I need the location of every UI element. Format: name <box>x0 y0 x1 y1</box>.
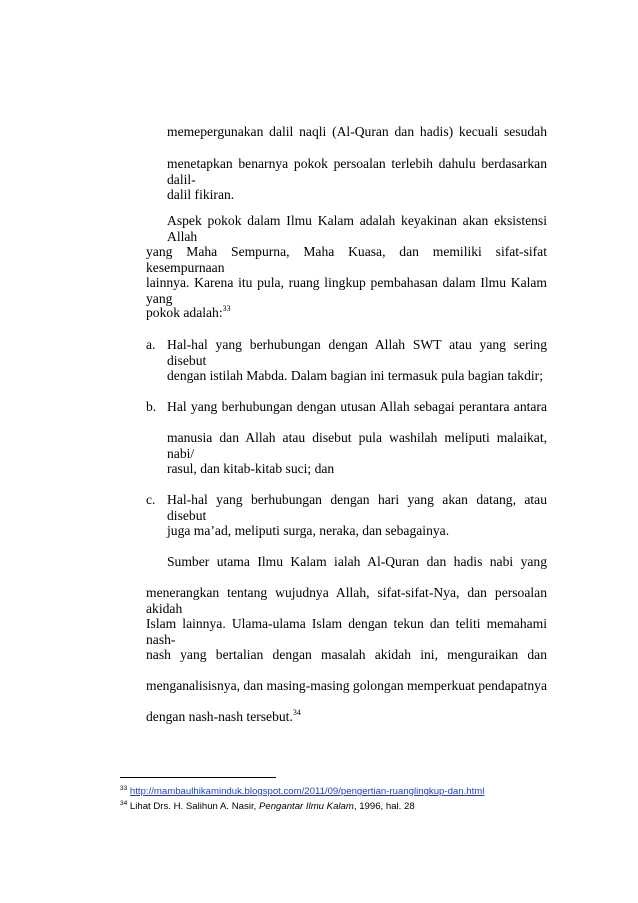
paragraph-3-line-4: nash yang bertalian dengan masalah akidah ini, menguraikan dan <box>146 647 547 662</box>
paragraph-1-line-1: memepergunakan dalil naqli (Al-Quran dan hadis) kecuali sesudah <box>167 124 547 139</box>
list-marker-c: c. <box>146 492 156 507</box>
footnote-33 <box>120 786 484 799</box>
paragraph-3-line-3: Islam lainnya. Ulama-ulama Islam dengan tekun dan teliti memahami nash- <box>146 616 547 647</box>
list-marker-b: b. <box>146 399 157 414</box>
paragraph-2-line-2: yang Maha Sempurna, Maha Kuasa, dan memiliki sifat-sifat kesempurnaan <box>146 244 547 275</box>
footnote-ref-34[interactable]: 34 <box>292 708 301 717</box>
paragraph-2-line-4 <box>146 305 231 323</box>
footnote-33-link[interactable]: http://mambaulhikaminduk.blogspot.com/2011/09/pengertian-ruanglingkup-dan.html <box>129 786 485 797</box>
paragraph-3-line-6-text: dengan nash-nash tersebut. <box>146 709 293 724</box>
footnote-34-book-title: Pengantar Ilmu Kalam <box>258 801 354 812</box>
footnote-ref-33[interactable]: 33 <box>222 304 231 313</box>
list-item-b-line-3: rasul, dan kitab-kitab suci; dan <box>167 461 335 476</box>
paragraph-1-line-3: dalil fikiran. <box>167 187 235 202</box>
list-item-b-line-1: Hal yang berhubungan dengan utusan Allah sebagai perantara antara <box>167 399 547 414</box>
footnote-34-prefix: Lihat Drs. H. Salihun A. Nasir, <box>129 801 259 812</box>
footnote-separator <box>120 777 276 778</box>
paragraph-1-line-2: menetapkan benarnya pokok persoalan terlebih dahulu berdasarkan dalil- <box>167 156 547 187</box>
list-marker-a: a. <box>146 337 156 352</box>
footnote-34-suffix: , 1996, hal. 28 <box>353 801 415 812</box>
footnote-34-number: 34 <box>120 800 128 807</box>
paragraph-3-line-6 <box>146 709 301 727</box>
footnote-34 <box>120 801 415 814</box>
list-item-c-line-1: Hal-hal yang berhubungan dengan hari yang akan datang, atau disebut <box>167 492 547 523</box>
list-item-b-line-2: manusia dan Allah atau disebut pula washilah meliputi malaikat, nabi/ <box>167 430 547 461</box>
paragraph-3-line-5: menganalisisnya, dan masing-masing golongan memperkuat pendapatnya <box>146 678 547 693</box>
footnote-33-number: 33 <box>120 785 128 792</box>
paragraph-3-line-2: menerangkan tentang wujudnya Allah, sifat-sifat-Nya, dan persoalan akidah <box>146 585 547 616</box>
paragraph-3-line-1: Sumber utama Ilmu Kalam ialah Al-Quran dan hadis nabi yang <box>167 554 547 569</box>
paragraph-2-line-1: Aspek pokok dalam Ilmu Kalam adalah keyakinan akan eksistensi Allah <box>167 213 547 244</box>
list-item-c-line-2: juga ma’ad, meliputi surga, neraka, dan sebagainya. <box>167 523 450 538</box>
list-item-a-line-2: dengan istilah Mabda. Dalam bagian ini termasuk pula bagian takdir; <box>167 368 543 383</box>
paragraph-2-line-4-text: pokok adalah: <box>146 305 223 320</box>
list-item-a-line-1: Hal-hal yang berhubungan dengan Allah SWT atau yang sering disebut <box>167 337 547 368</box>
paragraph-2-line-3: lainnya. Karena itu pula, ruang lingkup pembahasan dalam Ilmu Kalam yang <box>146 275 547 306</box>
